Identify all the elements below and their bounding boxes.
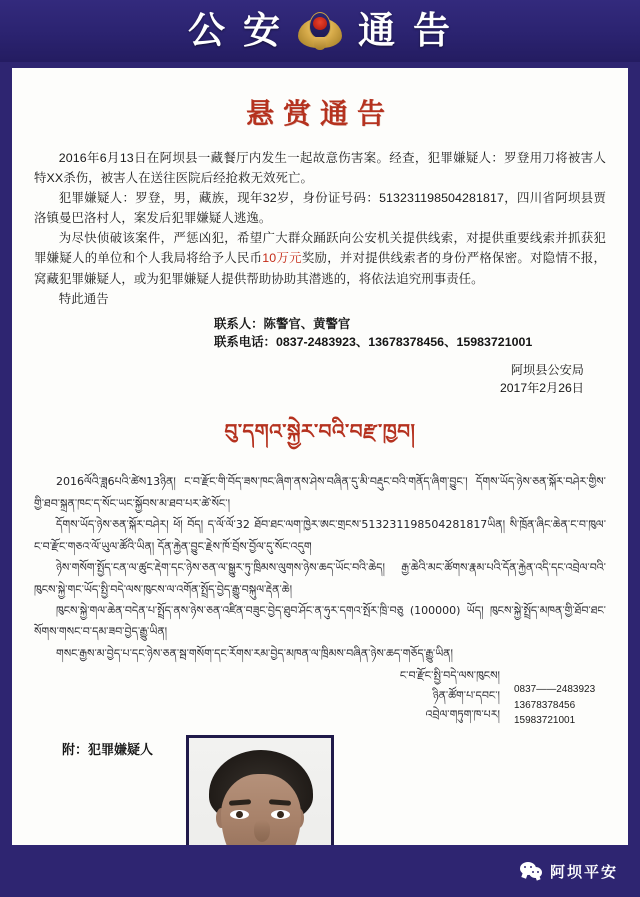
paragraph-suspect-info: 犯罪嫌疑人：罗登，男，藏族，现年32岁，身份证号码：513231198504281817，四川省阿坝县贾洛镇曼巴洛村人，案发后犯罪嫌疑人逃逸。 (34, 191, 606, 226)
banner-char-3: 通 (358, 10, 397, 52)
paragraph-incident: 2016年6月13日在阿坝县一藏餐厅内发生一起故意伤害案。经查，犯罪嫌疑人：罗登用刀将被害人特XX杀伤，被害人在送往医院后经抢救无效死亡。 (34, 151, 606, 186)
suspect-portrait-photo (189, 738, 331, 845)
reward-text-before: 为尽快侦破该案件，严惩凶犯，希望广大群众踊跃向公安机关提供线索，对提供重要线索并抓获犯罪嫌疑人的单位和个人我局将给予人民币 (34, 231, 606, 266)
tibetan-sign-line-1: ང་བ་རྫོང་སྤྱི་བདེ་ལས་ཁུངས། (399, 669, 500, 683)
wechat-icon (520, 862, 542, 880)
tibetan-phone-2: 13678378456 (514, 699, 576, 711)
paragraph-closing: 特此通告 (58, 291, 109, 306)
tibetan-phone-1: 0837——2483923 (514, 684, 596, 696)
wechat-account-name: 阿坝平安 (549, 864, 618, 881)
reward-amount: 10万元 (262, 251, 302, 266)
attachment-section (34, 735, 606, 845)
tibetan-line-5: གསང་རྒྱས་མ་བྱེད་པ་དང་ཉེས་ཅན་སྦ་གསོག་དང་རོགས་རམ་བྱེད་མཁན་ལ་ཁྲིམས་བཞིན་ཉེས་ཆད་གཅོད་རྒྱུ་ཡིན། (56, 646, 453, 660)
banner-char-2: 安 (243, 10, 282, 52)
signature-block (34, 362, 606, 397)
page-title: 悬赏通告 (245, 99, 394, 130)
banner-char-1: 公 (188, 10, 227, 52)
portrait-eye-left (230, 810, 249, 819)
chinese-body (34, 148, 606, 309)
china-police-emblem-icon (298, 10, 342, 52)
tibetan-line-4: ཁུངས་སྐྱེ་གལ་ཆེན་བདེན་པ་སྤྲོད་ནས་ཉེས་ཅན་འཛིན་བཟུང་བྱེད་ཐུབ་ཤོང་ན་ཧུར་དགའ་སྤོར་ཁྲི་བཅུ (100000) ཡོད། ཁུངས་སྐྱེ་སྤྲོད་མཁན་གྱི་ཐོབ་ཐང་སོགས་གསང་བ་དམ་ཟབ་བྱེད་རྒྱུ་ཡིན། (34, 603, 606, 639)
paragraph-reward (34, 228, 606, 288)
contact-phone: 联系电话：0837-2483923、13678378456、15983721001 (214, 335, 533, 350)
wechat-bubble-small (529, 867, 542, 878)
attachment-label: 附：犯罪嫌疑人 (62, 741, 154, 757)
tibetan-phone-list (514, 666, 606, 729)
tibetan-footer (34, 666, 606, 729)
tibetan-sign-line-3: འབྲེལ་གཏུག་ཁ་པར། (425, 707, 500, 721)
footer-watermark (0, 845, 640, 897)
contact-block (34, 315, 606, 352)
banner-char-4: 告 (413, 10, 452, 52)
tibetan-title: བུ་དགའ་སྐྱེར་བའི་བརྫ་ཁྱབ། (224, 419, 416, 444)
tibetan-sign-line-2: ཉིན་ཚོག་པ་དབང་། (432, 688, 500, 702)
tibetan-phone-3: 15983721001 (514, 715, 576, 727)
issue-date: 2017年2月26日 (499, 380, 584, 395)
suspect-photo-frame (186, 735, 334, 845)
portrait-nose (254, 820, 270, 842)
tibetan-line-3: ཉེས་གསོག་སྤྱོད་ངན་ལ་ཚུང་རྡེག་དང་ཉེས་ཅན་ལ་སྒྱུར་ཏུ་ཁྲིམས་ལུགས་ཉེས་ཆད་ཡོང་བའི་ཆེད། རྒྱ་ཆེའི་མང་ཚོགས་རྣམ་པའི་དོན་རྐྱེན་འདི་དང་འབྲེལ་བའི་ཁུངས་སྐྱེ་གང་ཡོད་སྤྱི་བདེ་ལས་ཁུངས་ལ་འགོན་སྤྲོད་བྱེད་རྒྱུ་བསྐུལ་རྡེན་ཆེ། (34, 561, 606, 596)
emblem-star (313, 17, 327, 30)
tibetan-line-1: 2016ལོའི་ཟླ6པའི་ཚེས13ཉིན། ང་བ་རྫོང་གི་བོད་ཟས་ཁང་ཞིག་ནས་ཤེས་བཞིན་དུ་མི་བརྡུང་བའི་གནོད་ཞིག་བྱུང་། དོགས་ཡོད་ཉེས་ཅན་སྐོར་བཤེར་གྱིས་གྱི་ཐབ་སྐྲན་ཁང་ད་སོང་ཡང་སྐྱོབས་མ་ཐབ་པར་ཚེ་སོང་། (34, 475, 606, 510)
tibetan-line-2: དོགས་ཡོད་ཉེས་ཅན་སྐོར་བཤེར། ཕོ། བོད། ད་ལོ་ལོ་32 ཐོབ་ཐང་ལག་ཁྱེར་ཨང་གྲངས་513231198504281817ཡིན། སི་ཁྲོན་ཞིང་ཆེན་ང་བ་ཁུལ་ང་བ་རྫོང་གཅའ་ལོ་ཡུལ་ཚོའི་ཡིན། དོན་རྐྱེན་བྱུང་རྗེས་ཁོ་བྲོས་བྱོལ་དུ་སོང་འདུག (34, 518, 606, 553)
notice-sheet (12, 68, 628, 845)
emblem-base (314, 37, 326, 50)
tibetan-signature (400, 666, 500, 729)
reward-text-after: 奖励，并对提供线索者的身份严格保密。对隐情不报，窝藏犯罪嫌疑人，或为犯罪嫌疑人提供帮助协助其潜逃的，将依法追究刑事责任。 (34, 251, 606, 286)
tibetan-body (34, 471, 606, 664)
issuing-authority: 阿坝县公安局 (510, 362, 584, 377)
portrait-pupil-right (277, 811, 284, 818)
poster-banner (0, 0, 640, 62)
contact-person: 联系人：陈警官、黄警官 (214, 316, 351, 331)
portrait-eye-right (271, 810, 290, 819)
portrait-pupil-left (236, 811, 243, 818)
